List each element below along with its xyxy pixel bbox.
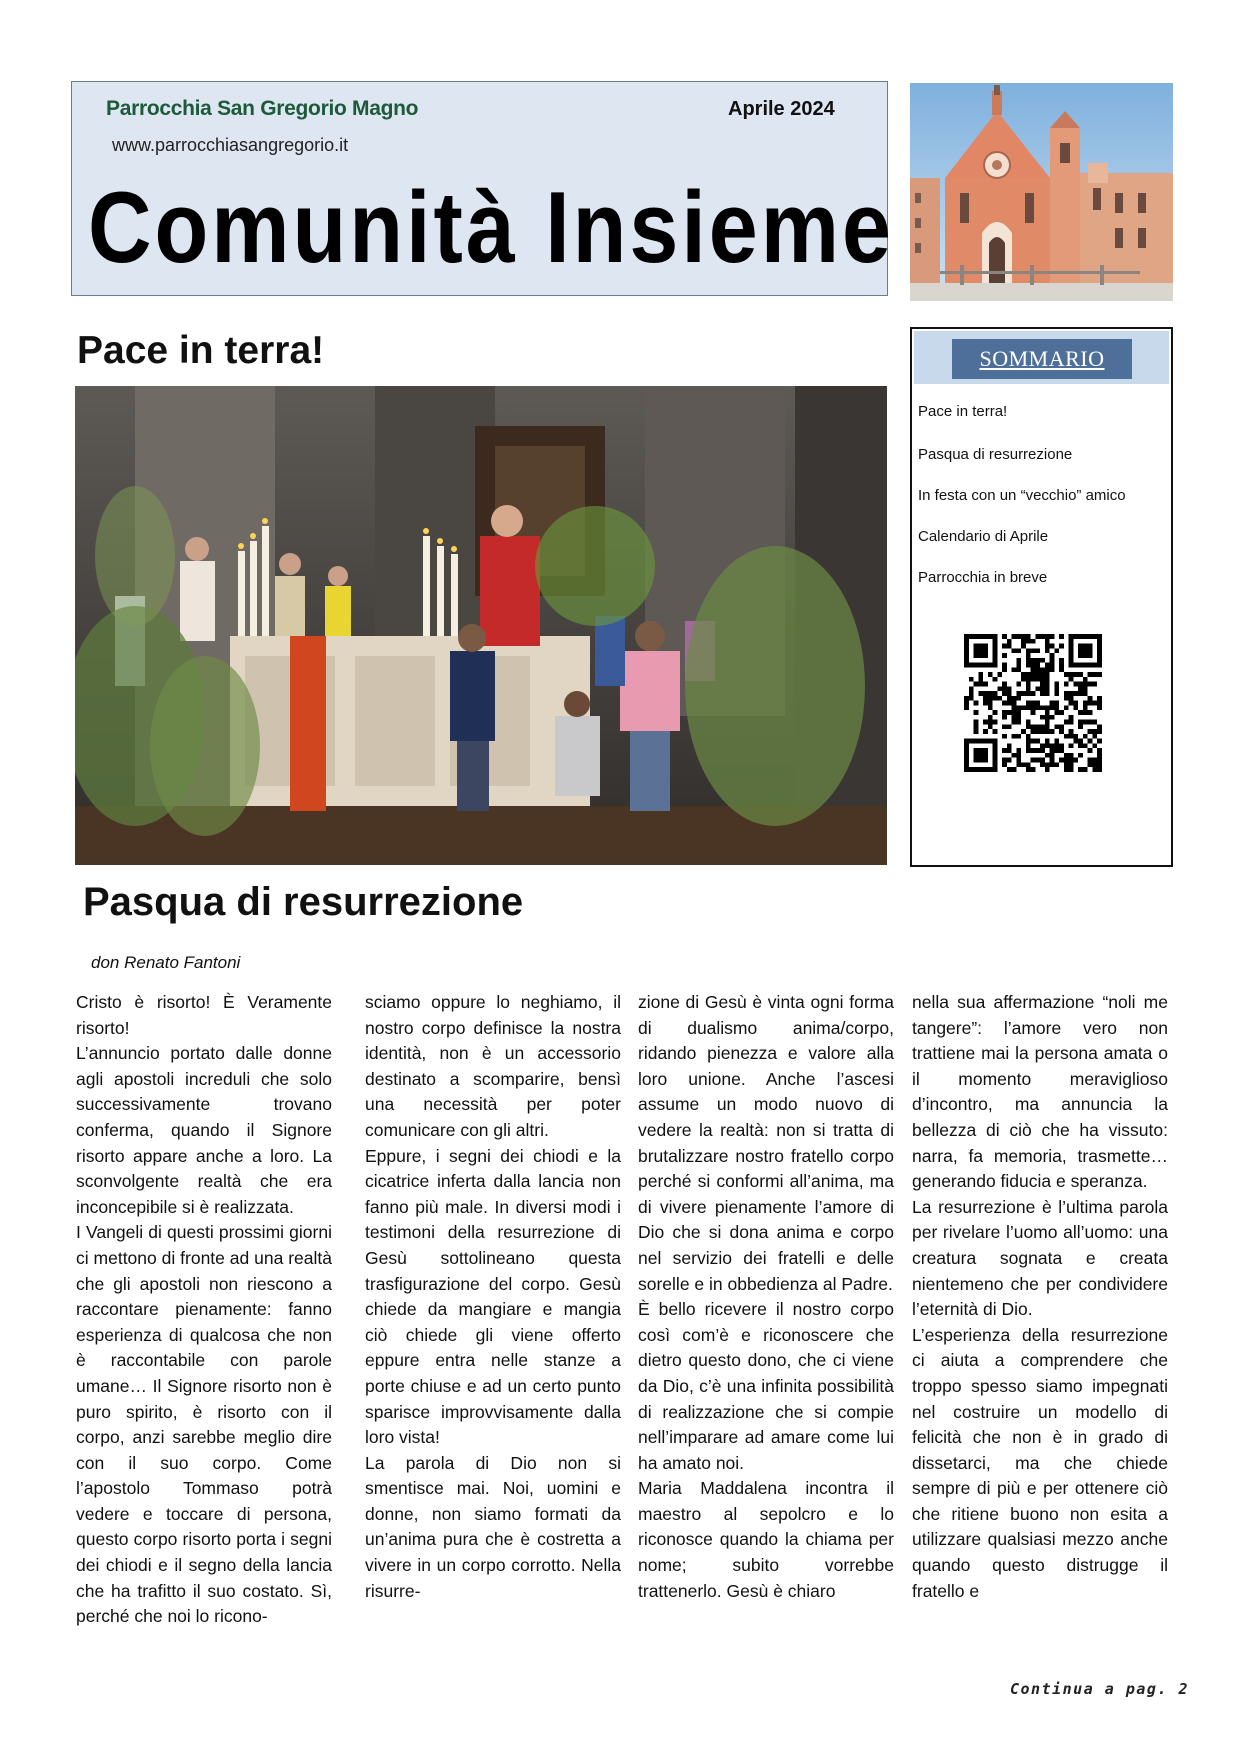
- paragraph: zione di Gesù è vinta ogni forma di dualismo anima/corpo, ridando pienezza e valore alla loro unione. Anche l’ascesi assume un modo nuovo di vedere la realtà: non si tratta di brutalizzare nostro fratello corpo perché si conformi all’anima, ma di vivere pienamente l’amore di Dio che si dona anima e corpo nel servizio dei fratelli e delle sorelle e in obbedienza al Padre.: [638, 992, 894, 1294]
- summary-title: SOMMARIO: [952, 339, 1132, 379]
- summary-item-calendario[interactable]: Calendario di Aprile: [918, 528, 1049, 545]
- summary-item-breve[interactable]: Parrocchia in breve: [918, 569, 1048, 586]
- parish-name: Parrocchia San Gregorio Magno: [106, 97, 419, 120]
- summary-item-pace[interactable]: Pace in terra!: [918, 403, 1008, 420]
- website-link[interactable]: www.parrocchiasangregorio.it: [112, 135, 349, 155]
- summary-header: [914, 331, 1169, 384]
- summary-item-pasqua[interactable]: Pasqua di resurrezione: [918, 446, 1073, 463]
- article-column-2: [365, 990, 621, 1688]
- paragraph: La parola di Dio non si smentisce mai. Noi, uomini e donne, non siamo formati da un’anima pura che è costretta a vivere in un corpo corrotto. Nella risurre-: [365, 1452, 621, 1601]
- masthead: [71, 81, 894, 296]
- continued-link[interactable]: Continua a pag. 2: [1010, 1680, 1190, 1698]
- paragraph: L’annuncio portato dalle donne agli apostoli increduli che solo successivamente trovano conferma, quando il Signore risorto appare anche a loro. La sconvolgente realtà che era inconcepibile si è realizzata.: [76, 1043, 332, 1217]
- issue-date: Aprile 2024: [728, 98, 835, 120]
- paragraph: nella sua affermazione “noli me tangere”: l’amore vero non trattiene mai la persona amata o il momento meraviglioso d’incontro, ma annuncia la bellezza di ciò che ha vissuto: narra, fa memoria, trasmette… generando fiducia e speranza.: [912, 992, 1168, 1192]
- paragraph: È bello ricevere il nostro corpo così com’è e riconoscere che dietro questo dono, che ci viene da Dio, c’è una infinita possibilità di realizzazione che si compie nell’imparare ad amare come lui ha amato noi.: [638, 1299, 894, 1473]
- journal-title: Comunità Insieme: [88, 170, 894, 284]
- paragraph: Cristo è risorto! È Veramente risorto!: [76, 992, 332, 1038]
- altar-photo: [75, 386, 887, 865]
- summary-item-festa[interactable]: In festa con un “vecchio” amico: [918, 487, 1126, 504]
- paragraph: Maria Maddalena incontra il maestro al sepolcro e lo riconosce quando la chiama per nome; subito vorrebbe trattenerlo. Gesù è chiaro: [638, 1478, 894, 1601]
- paragraph: La resurrezione è l’ultima parola per rivelare l’uomo all’uomo: una creatura sognata e creata nientemeno che per condividere l’eternità di Dio.: [912, 1196, 1168, 1320]
- article-column-1: [76, 990, 332, 1688]
- summary-sidebar: [910, 327, 1173, 867]
- article-author: don Renato Fantoni: [91, 953, 241, 972]
- article-column-3: [638, 990, 894, 1688]
- paragraph: Eppure, i segni dei chiodi e la cicatrice inferta dalla lancia non fanno più male. In diversi modi i testimoni della resurrezione di Gesù sottolineano questa trasfigurazione del corpo. Gesù chiede da mangiare e mangia ciò chiede gli viene offerto eppure entra nelle stanze a porte chiuse e ad un certo punto sparisce improvvisamente dalla loro vista!: [365, 1145, 621, 1448]
- paragraph: sciamo oppure lo neghiamo, il nostro corpo definisce la nostra identità, non è un accessorio destinato a scomparire, bensì una necessità per poter comunicare con gli altri.: [365, 992, 621, 1140]
- article-column-4: [912, 990, 1168, 1688]
- church-illustration: [910, 83, 1173, 301]
- qr-code-icon[interactable]: [964, 634, 1102, 772]
- paragraph: L’esperienza della resurrezione ci aiuta a comprendere che troppo spesso siamo impegnati nel costruire un modello di felicità che non è in grado di dissetarci, ma che chiede sempre di più e per ottenere ciò che ritiene buono non esita a utilizzare qualsiasi mezzo anche quando questo distrugge il fratello e: [912, 1324, 1168, 1601]
- article-title-pasqua: Pasqua di resurrezione: [83, 880, 524, 924]
- paragraph: I Vangeli di questi prossimi giorni ci mettono di fronte ad una realtà che gli apostoli non riescono a raccontare pienamente: fanno esperienza di qualcosa che non è raccontabile con parole umane… Il Signore risorto non è puro spirito, è risorto con il corpo, anzi sarebbe meglio dire con il suo corpo. Come l’apostolo Tommaso potrà vedere e toccare di persona, questo corpo risorto porta i segni dei chiodi e il segno della lancia che ha trafitto il suo costato. Sì, perché che noi lo ricono-: [76, 1222, 332, 1627]
- article-title-pace: Pace in terra!: [77, 329, 325, 372]
